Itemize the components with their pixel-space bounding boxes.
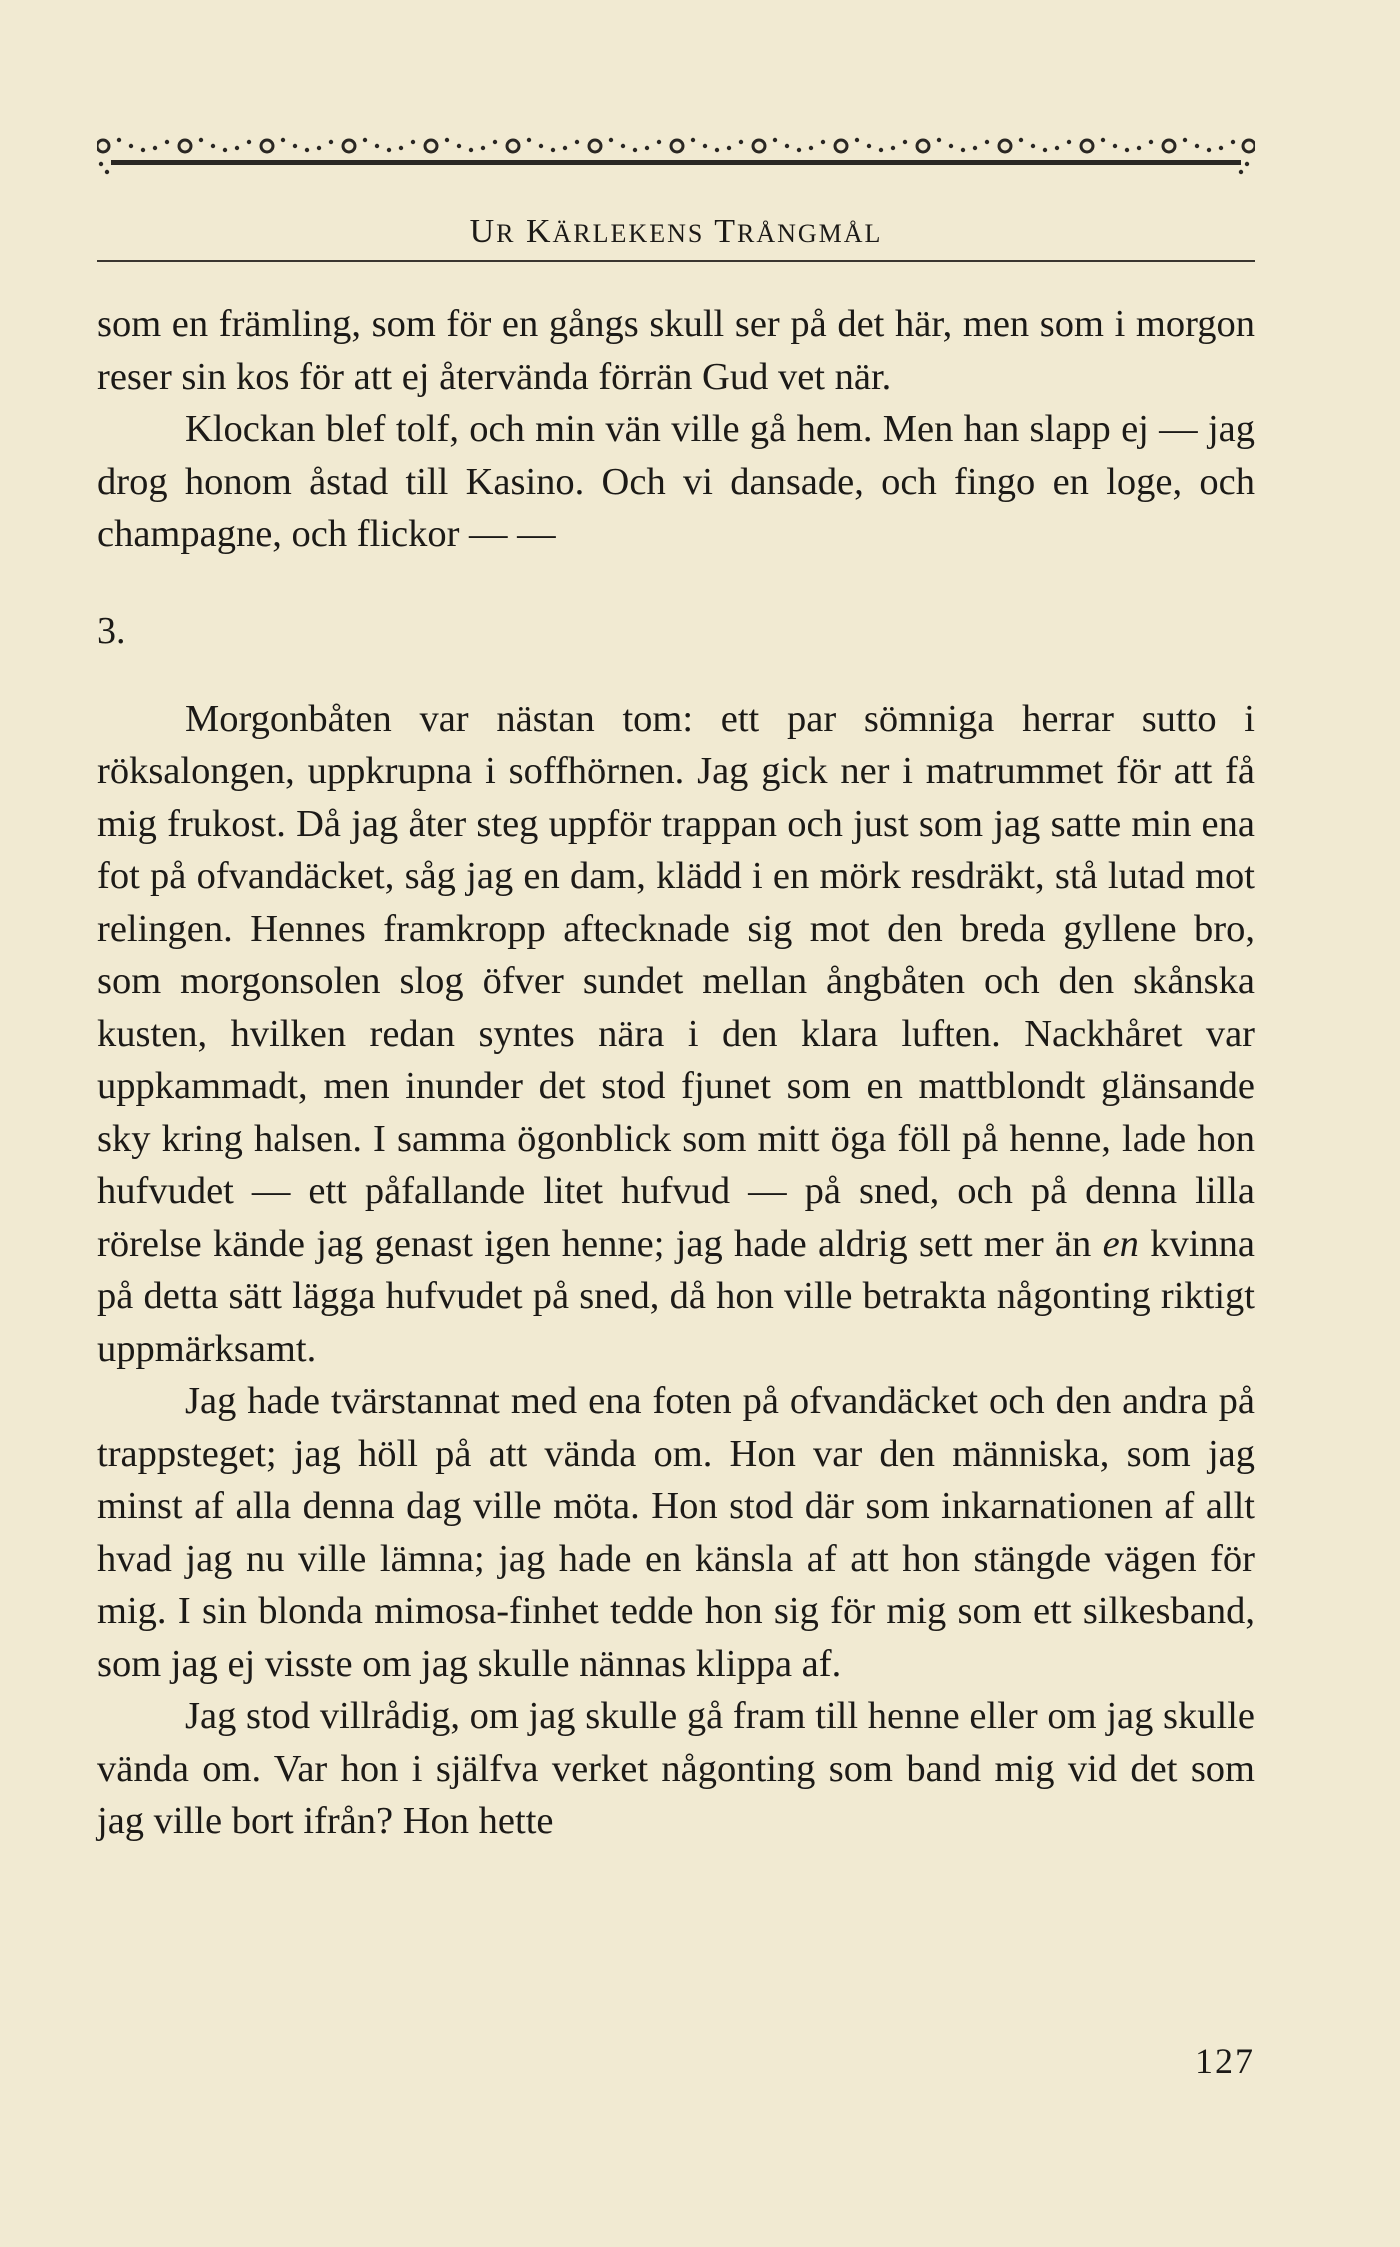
paragraph-3-tail: kvinna på detta sätt lägga hufvudet på sned, då hon ville betrakta någonting riktigt uppmärksamt. xyxy=(97,1222,1255,1370)
paragraph-5: Jag stod villrådig, om jag skulle gå fram till henne eller om jag skulle vända om. Var hon i själfva verket någonting som band mig vid det som jag ville bort ifrån? Hon hette xyxy=(97,1695,1255,1842)
running-head-word-karlekens: ÄRLEKENS xyxy=(552,219,705,248)
paragraph-4: Jag hade tvärstannat med ena foten på ofvandäcket och den andra på trappsteget; jag höll på att vända om. Hon var den människa, som jag minst af alla denna dag ville möta. Hon stod där som inkarnationen af allt hvad jag nu ville lämna; jag hade en känsla af att hon stängde vägen för mig. I sin blonda mimosa-finhet tedde hon sig för mig som ett silkesband, som jag ej visste om jag skulle nännas klippa af. xyxy=(97,1380,1255,1685)
page-number: 127 xyxy=(1195,2041,1255,2081)
paragraph-3-text: Morgonbåten var nästan tom: ett par sömniga herrar sutto i röksalongen, uppkrupna i soffhörnen. Jag gick ner i matrummet för att få mig frukost. Då jag åter steg uppför trappan och just som jag satte min ena fot på ofvandäcket, såg jag en dam, klädd i en mörk resdräkt, stå lutad mot relingen. Hennes framkropp aftecknade sig mot den breda gyllene bro, som morgonsolen slog öfver sundet mellan ångbåten och den skånska kusten, hvilken redan syntes nära i den klara luften. Nackhåret var uppkammadt, men inunder det stod fjunet som en mattblondt glänsande sky kring halsen. I samma ögonblick som mitt öga föll på henne, lade hon hufvudet — ett påfallande litet hufvud — på sned, och på denna lilla rörelse kände jag genast igen henne; jag hade aldrig sett mer än xyxy=(97,697,1255,1265)
running-head-initial-u: U xyxy=(469,213,497,250)
folio-area xyxy=(97,0,1255,2247)
running-head-initial-t: T xyxy=(714,213,737,250)
paragraph-2: Klockan blef tolf, och min vän ville gå hem. Men han slapp ej — jag drog honom åstad till Kasino. Och vi dansade, och fingo en loge, och champagne, och flickor — — xyxy=(97,408,1255,555)
running-head-word-ur: R xyxy=(496,219,516,248)
section-number: 3. xyxy=(97,609,126,652)
running-head-word-trangmal: RÅNGMÅL xyxy=(736,219,883,248)
running-head-initial-k: K xyxy=(525,213,553,250)
paragraph-3-emphasis: en xyxy=(1102,1222,1139,1265)
paragraph-1: som en främling, som för en gångs skull ser på det här, men som i morgon reser sin kos för att ej återvända förrän Gud vet när. xyxy=(97,303,1255,398)
